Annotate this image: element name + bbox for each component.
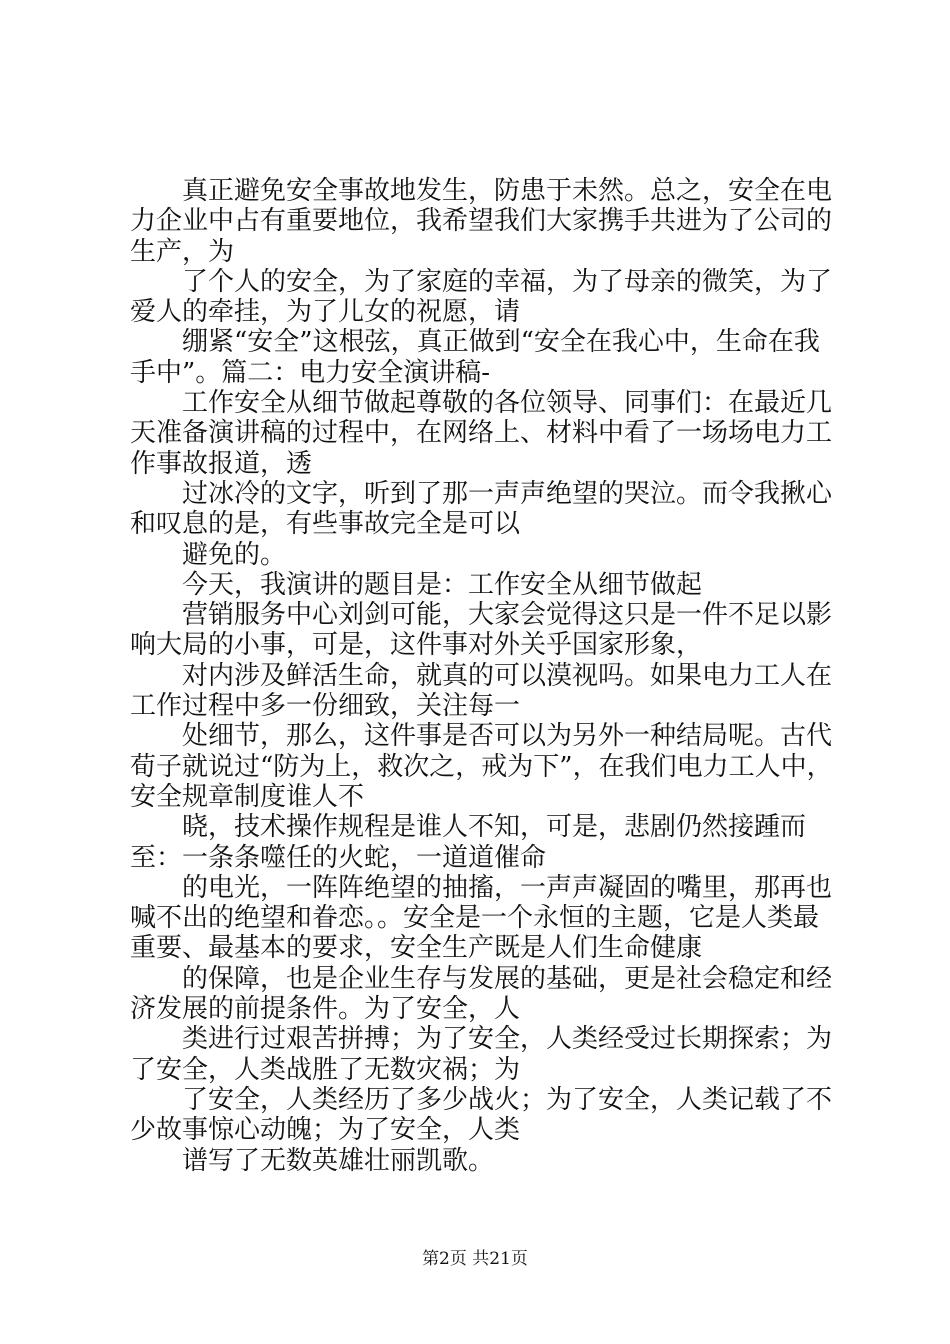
paragraph: 避免的。 <box>182 539 287 570</box>
paragraph: 类进行过艰苦拼搏；为了安全，人类经受过长期探索；为了安全，人类战胜了无数灾祸；为 <box>130 1024 833 1085</box>
paragraph: 晓，技术操作规程是谁人不知，可是，悲剧仍然接踵而至：一条条噬任的火蛇，一道道催命 <box>130 812 807 873</box>
paragraph: 谱写了无数英雄壮丽凯歌。 <box>182 1145 495 1176</box>
paragraph: 今天，我演讲的题目是：工作安全从细节做起 <box>182 569 703 600</box>
paragraph: 对内涉及鲜活生命，就真的可以漠视吗。如果电力工人在工作过程中多一份细致，关注每一 <box>130 660 833 722</box>
page-number-footer: 第2页 共21页 <box>422 1249 528 1269</box>
paragraph: 的电光，一阵阵绝望的抽搐，一声声凝固的嘴里，那再也喊不出的绝望和眷恋。。安全是一个永恒的主题，它是人类最重要、最基本的要求，安全生产既是人们生命健康 <box>130 872 833 964</box>
paragraph: 的保障，也是企业生存与发展的基础，更是社会稳定和经济发展的前提条件。为了安全，人 <box>130 963 833 1025</box>
paragraph: 工作安全从细节做起尊敬的各位领导、同事们：在最近几天准备演讲稿的过程中，在网络上、材料中看了一场场电力工作事故报道，透 <box>130 388 833 479</box>
paragraph: 处细节，那么，这件事是否可以为另外一种结局呢。古代荀子就说过“防为上，救次之，戒为下”，在我们电力工人中，安全规章制度谁人不 <box>130 721 833 812</box>
paragraph: 绷紧“安全”这根弦，真正做到“安全在我心中，生命在我手中”。篇二：电力安全演讲稿- <box>130 327 820 388</box>
document-body <box>130 176 840 1176</box>
paragraph: 真正避免安全事故地发生，防患于未然。总之，安全在电力企业中占有重要地位，我希望我们大家携手共进为了公司的生产，为 <box>130 176 833 267</box>
paragraph: 营销服务中心刘剑可能，大家会觉得这只是一件不足以影响大局的小事，可是，这件事对外关乎国家形象， <box>130 600 833 661</box>
paragraph: 了安全，人类经历了多少战火；为了安全，人类记载了不少故事惊心动魄；为了安全，人类 <box>130 1084 833 1146</box>
paragraph: 了个人的安全，为了家庭的幸福，为了母亲的微笑，为了爱人的牵挂，为了儿女的祝愿，请 <box>130 266 833 328</box>
paragraph: 过冰冷的文字，听到了那一声声绝望的哭泣。而令我揪心和叹息的是，有些事故完全是可以 <box>130 478 833 540</box>
